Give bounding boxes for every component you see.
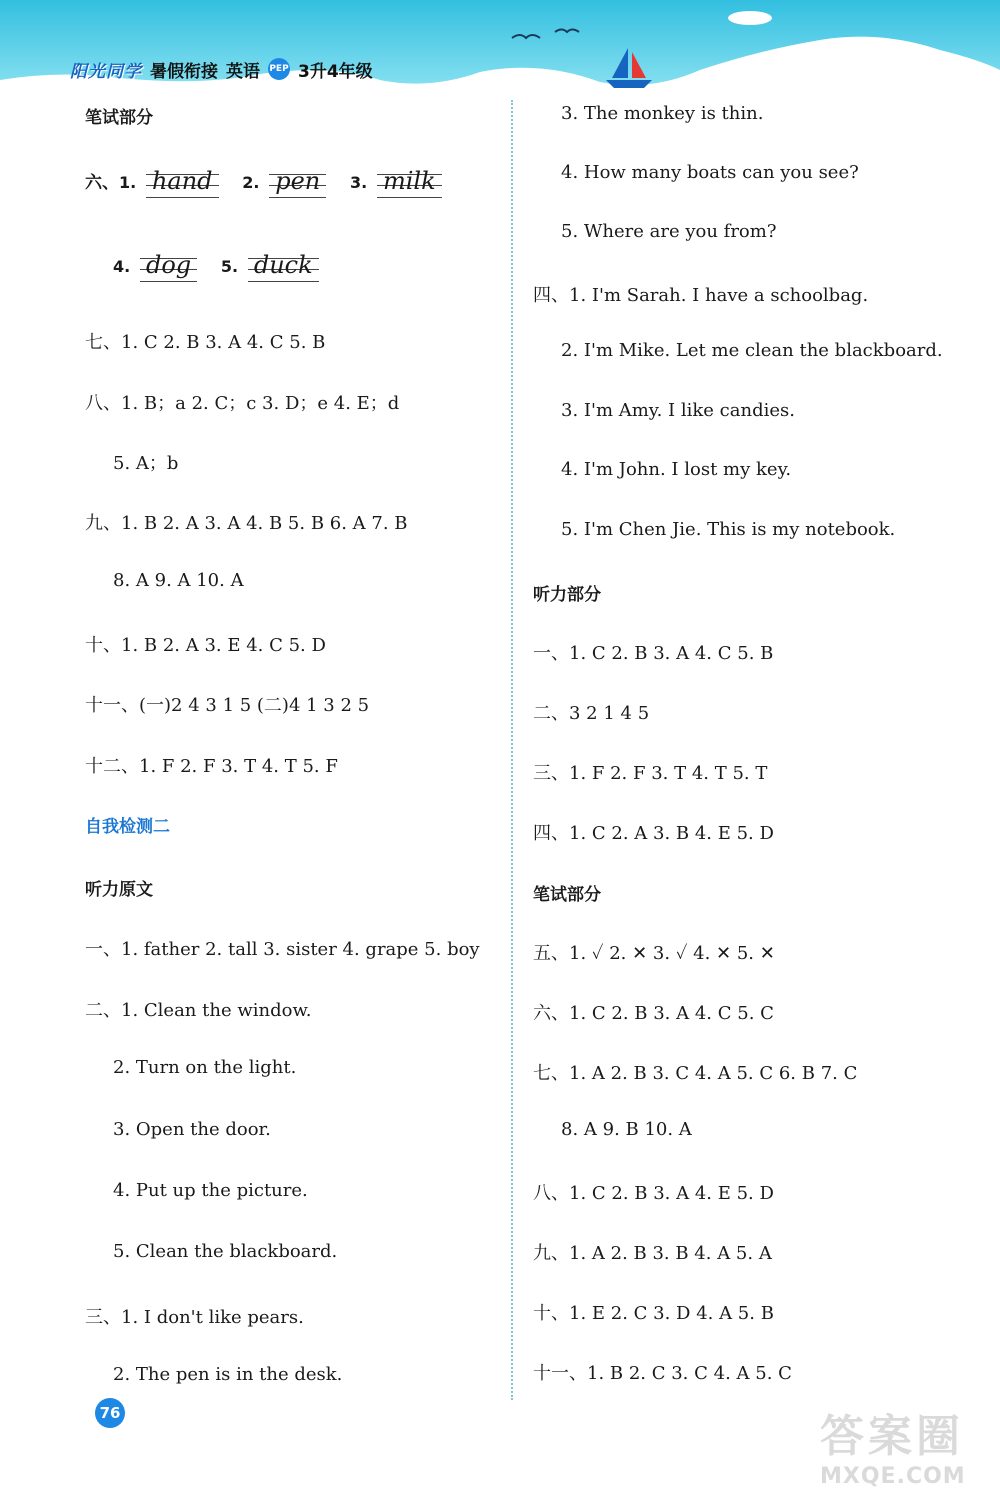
- answer-row: 2. I'm Mike. Let me clean the blackboard.: [561, 340, 943, 361]
- answer-row: 四、1. C 2. A 3. B 4. E 5. D: [533, 823, 774, 844]
- answer-row-q6-line1: 六、1. hand 2. pen 3. milk: [85, 166, 442, 200]
- section-title-self-test-2: 自我检测二: [85, 817, 170, 837]
- answer-row: 4. I'm John. I lost my key.: [561, 459, 792, 480]
- answer-row: 5. I'm Chen Jie. This is my notebook.: [561, 519, 896, 540]
- handwriting-word: dog: [140, 250, 197, 284]
- answer-row: 3. Open the door.: [113, 1119, 271, 1140]
- answer-row: 八、1. C 2. B 3. A 4. E 5. D: [533, 1183, 774, 1204]
- answer-row: 九、1. B 2. A 3. A 4. B 5. B 6. A 7. B: [85, 513, 408, 534]
- answer-row: 十二、1. F 2. F 3. T 4. T 5. F: [85, 756, 338, 777]
- watermark-url: MXQE.COM: [820, 1464, 966, 1489]
- answer-row: 一、1. father 2. tall 3. sister 4. grape 5. boy: [85, 939, 480, 960]
- section-heading-written: 笔试部分: [85, 108, 153, 128]
- answer-row: 2. Turn on the light.: [113, 1057, 297, 1078]
- answer-row: 4. Put up the picture.: [113, 1180, 308, 1201]
- page-number: 76: [95, 1398, 125, 1428]
- watermark: [820, 1400, 995, 1489]
- answer-row: 3. I'm Amy. I like candies.: [561, 400, 795, 421]
- answer-row: 二、1. Clean the window.: [85, 1000, 312, 1021]
- page-header: [0, 0, 1000, 95]
- answer-row: 8. A 9. B 10. A: [561, 1119, 692, 1140]
- answer-row: 3. The monkey is thin.: [561, 103, 764, 124]
- answer-row: 七、1. A 2. B 3. C 4. A 5. C 6. B 7. C: [533, 1063, 858, 1084]
- answer-row: 十、1. B 2. A 3. E 4. C 5. D: [85, 635, 326, 656]
- answer-row: 七、1. C 2. B 3. A 4. C 5. B: [85, 332, 326, 353]
- answer-row: 五、1. ✓ 2. ✕ 3. ✓ 4. ✕ 5. ✕: [533, 943, 775, 964]
- grade-label: 3升4年级: [298, 61, 373, 82]
- answer-row: 八、1. B；a 2. C；c 3. D；e 4. E；d: [85, 393, 400, 414]
- brand-logo: 阳光同学: [70, 61, 142, 82]
- answer-row: 8. A 9. A 10. A: [113, 570, 244, 591]
- answer-row: 九、1. A 2. B 3. B 4. A 5. A: [533, 1243, 772, 1264]
- answer-row: 二、3 2 1 4 5: [533, 703, 650, 724]
- answer-row: 三、1. I don't like pears.: [85, 1307, 304, 1328]
- answer-row: 四、1. I'm Sarah. I have a schoolbag.: [533, 285, 869, 306]
- answer-row: 2. The pen is in the desk.: [113, 1364, 343, 1385]
- handwriting-word: hand: [146, 166, 219, 200]
- answer-row: 十、1. E 2. C 3. D 4. A 5. B: [533, 1303, 774, 1324]
- answer-row: 十一、(一)2 4 3 1 5 (二)4 1 3 2 5: [85, 695, 370, 716]
- column-divider: [511, 100, 513, 1400]
- watermark-logo: 答案圈: [820, 1411, 964, 1462]
- section-heading-listening: 听力部分: [533, 585, 601, 605]
- section-heading-listening-script: 听力原文: [85, 880, 153, 900]
- pep-badge: PEP: [268, 58, 290, 80]
- answer-row: 三、1. F 2. F 3. T 4. T 5. T: [533, 763, 768, 784]
- answer-row: 六、1. C 2. B 3. A 4. C 5. C: [533, 1003, 774, 1024]
- handwriting-word: pen: [269, 166, 326, 200]
- handwriting-word: milk: [377, 166, 442, 200]
- answer-row: 一、1. C 2. B 3. A 4. C 5. B: [533, 643, 774, 664]
- answer-row: 4. How many boats can you see?: [561, 162, 859, 183]
- header-brand: [70, 56, 373, 82]
- book-title: 暑假衔接: [150, 61, 218, 82]
- subject-label: 英语: [226, 61, 260, 82]
- answer-row: 5. A；b: [113, 453, 179, 474]
- answer-row: 5. Clean the blackboard.: [113, 1241, 338, 1262]
- answer-row: 十一、1. B 2. C 3. C 4. A 5. C: [533, 1363, 792, 1384]
- handwriting-word: duck: [248, 250, 319, 284]
- answer-row: 5. Where are you from?: [561, 221, 777, 242]
- section-heading-written-2: 笔试部分: [533, 885, 601, 905]
- answer-row-q6-line2: 4. dog 5. duck: [113, 250, 319, 284]
